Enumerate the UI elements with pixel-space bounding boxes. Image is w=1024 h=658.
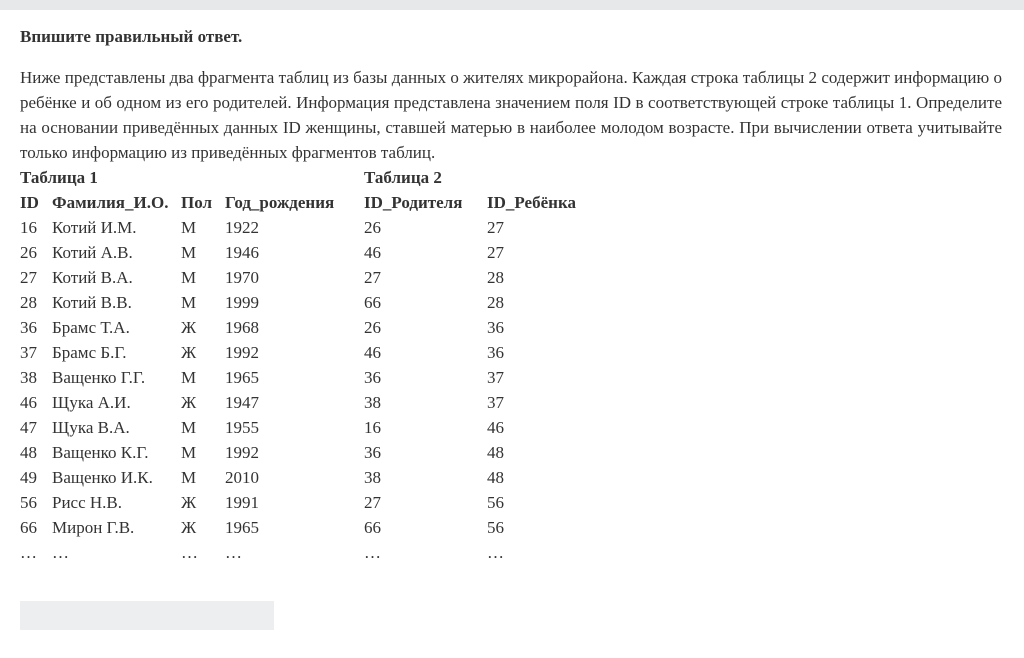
table1-cell: Котий А.В. — [52, 243, 133, 262]
table1-cell: Ж — [181, 518, 197, 537]
table1-cell: … — [52, 543, 69, 562]
table1-cell: 27 — [20, 268, 37, 287]
table1-cell: 1947 — [225, 393, 259, 412]
table1-cell: 66 — [20, 518, 37, 537]
table2-cell: 66 — [364, 518, 381, 537]
table1-cell: 1965 — [225, 368, 259, 387]
table2-cell: 27 — [487, 218, 504, 237]
table1-cell: Котий В.В. — [52, 293, 132, 312]
table2-header: ID_Ребёнка — [487, 193, 576, 212]
table2-cell: 26 — [364, 218, 381, 237]
task-text: Ниже представлены два фрагмента таблиц из базы данных о жителях микрорайона. Каждая строка таблицы 2 содержит информацию о ребёнке и об одном из его родителей. Информация представлена значением поля ID в соответствующей строке таблицы 1. Определите на основании приведённых данных ID женщины, ставшей матерью в наиболее молодом возрасте. При вычислении ответа учитывайте только информацию из приведённых фрагментов таблиц. — [20, 68, 1002, 162]
table1-cell: Брамс Т.А. — [52, 318, 130, 337]
table1-header: ID — [20, 193, 39, 212]
table2-cell: 27 — [364, 268, 381, 287]
table1-cell: 1992 — [225, 443, 259, 462]
table1-cell: Ж — [181, 393, 197, 412]
table2-cell: 56 — [487, 493, 504, 512]
table2-header: ID_Родителя — [364, 193, 463, 212]
table1-cell: 1992 — [225, 343, 259, 362]
table2-cell: 36 — [487, 343, 504, 362]
table1-cell: М — [181, 218, 197, 237]
table1-header: Год_рождения — [225, 193, 335, 212]
table1-cell: 16 — [20, 218, 37, 237]
table1-cell: Щука А.И. — [52, 393, 131, 412]
table1-cell: … — [225, 543, 242, 562]
table2-cell: 26 — [364, 318, 381, 337]
table2-cell: 46 — [364, 243, 381, 262]
table2-cell: 38 — [364, 393, 381, 412]
table1-cell: 46 — [20, 393, 37, 412]
table1-cell: 1999 — [225, 293, 259, 312]
table1-cell: Ващенко К.Г. — [52, 443, 149, 462]
table2-cell: 16 — [364, 418, 381, 437]
table2-cell: 56 — [487, 518, 504, 537]
table1-cell: М — [181, 418, 197, 437]
table1-cell: Мирон Г.В. — [52, 518, 135, 537]
table1-cell: 1968 — [225, 318, 259, 337]
tables-area — [20, 165, 720, 565]
table1-cell: 56 — [20, 493, 37, 512]
table1-cell: 48 — [20, 443, 37, 462]
table1-cell: М — [181, 443, 197, 462]
table1-cell: 26 — [20, 243, 37, 262]
table1-cell: … — [181, 543, 198, 562]
table1-cell: Котий В.А. — [52, 268, 133, 287]
table2-cell: 37 — [487, 393, 504, 412]
table1-cell: Рисс Н.В. — [52, 493, 123, 512]
table2-cell: 27 — [364, 493, 381, 512]
table1-header: Фамилия_И.О. — [52, 193, 169, 212]
table1-cell: … — [20, 543, 37, 562]
table2-cell: 28 — [487, 268, 504, 287]
table1-caption: Таблица 1 — [20, 168, 98, 187]
table2-cell: … — [364, 543, 381, 562]
table1-cell: 1970 — [225, 268, 259, 287]
table1-cell: Брамс Б.Г. — [52, 343, 127, 362]
answer-input[interactable] — [20, 601, 274, 630]
table2-cell: 36 — [364, 368, 381, 387]
table2-cell: 38 — [364, 468, 381, 487]
table2-cell: 48 — [487, 443, 504, 462]
table1-header: Пол — [181, 193, 213, 212]
table2-cell: … — [487, 543, 504, 562]
table1-cell: М — [181, 468, 197, 487]
table1-cell: М — [181, 243, 197, 262]
table1-cell: М — [181, 293, 197, 312]
table1-cell: Щука В.А. — [52, 418, 130, 437]
table1-cell: 1922 — [225, 218, 259, 237]
table1-cell: 1946 — [225, 243, 259, 262]
table2-cell: 28 — [487, 293, 504, 312]
table1-cell: 1955 — [225, 418, 259, 437]
table1-cell: Ващенко И.К. — [52, 468, 153, 487]
table1-cell: 36 — [20, 318, 37, 337]
table1-cell: 37 — [20, 343, 37, 362]
table2-cell: 27 — [487, 243, 504, 262]
table2-cell: 46 — [487, 418, 504, 437]
table1-cell: 2010 — [225, 468, 259, 487]
table2-cell: 46 — [364, 343, 381, 362]
table2-cell: 36 — [487, 318, 504, 337]
table1-cell: М — [181, 368, 197, 387]
table1-cell: Котий И.М. — [52, 218, 137, 237]
top-bar — [0, 0, 1024, 10]
table2-cell: 48 — [487, 468, 504, 487]
table2-cell: 37 — [487, 368, 504, 387]
table1-cell: 49 — [20, 468, 37, 487]
table1-cell: Ващенко Г.Г. — [52, 368, 146, 387]
table1-cell: 28 — [20, 293, 37, 312]
table1-cell: Ж — [181, 318, 197, 337]
table2-cell: 66 — [364, 293, 381, 312]
table2-cell: 36 — [364, 443, 381, 462]
instruction-text: Впишите правильный ответ. — [20, 27, 243, 46]
table1-cell: Ж — [181, 493, 197, 512]
table1-cell: 1965 — [225, 518, 259, 537]
table2-caption: Таблица 2 — [364, 168, 442, 187]
table1-cell: М — [181, 268, 197, 287]
table1-cell: 1991 — [225, 493, 259, 512]
table1-cell: 47 — [20, 418, 37, 437]
table1-cell: 38 — [20, 368, 37, 387]
table1-cell: Ж — [181, 343, 197, 362]
